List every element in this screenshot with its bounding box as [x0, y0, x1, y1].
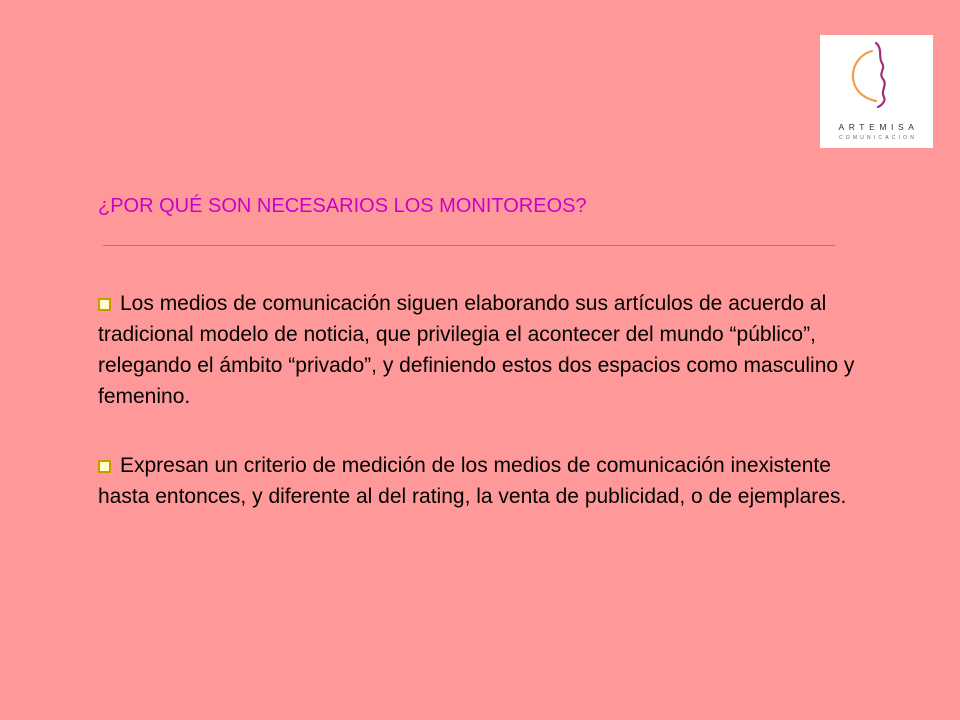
bullet-item-2: [98, 450, 888, 512]
artemisa-logo: [820, 35, 933, 148]
checkbox-bullet-icon: [98, 298, 111, 311]
bullet-text-2: Expresan un criterio de medición de los medios de comunicación inexistente hasta entonces, y diferente al del rating, la venta de publicidad, o de ejemplares.: [98, 454, 847, 508]
logo-name: ARTEMISA: [838, 122, 919, 132]
title-divider: [103, 245, 835, 246]
slide-title: ¿POR QUÉ SON NECESARIOS LOS MONITOREOS?: [98, 195, 587, 217]
logo-mark-icon: [820, 35, 933, 120]
checkbox-bullet-icon: [98, 460, 111, 473]
bullet-item-1: [98, 288, 888, 412]
logo-subtitle: COMUNICACION: [838, 135, 918, 141]
bullet-text-1: Los medios de comunicación siguen elaborando sus artículos de acuerdo al tradicional modelo de noticia, que privilegia el acontecer del mundo “público”, relegando el ámbito “privado”, y definiendo estos dos espacios como masculino y femenino.: [98, 292, 855, 408]
